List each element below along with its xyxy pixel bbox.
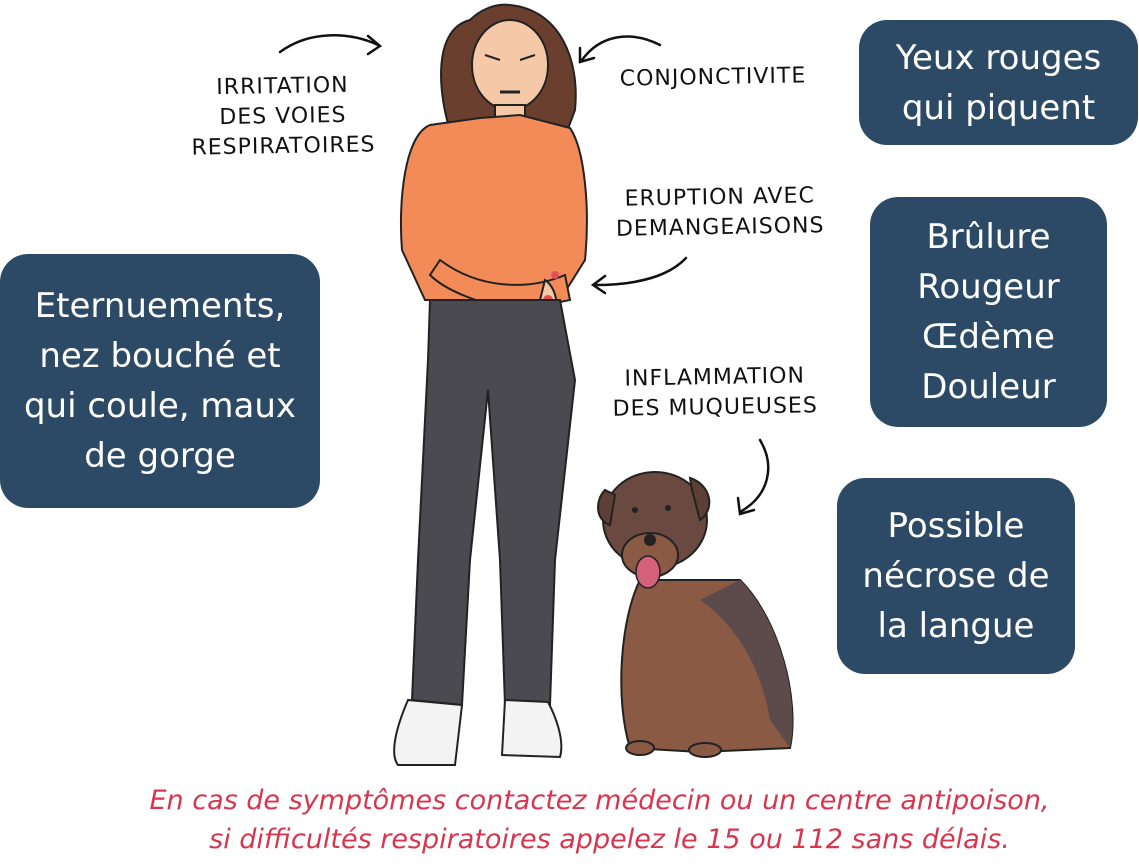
mucous-inflammation-label: INFLAMMATION DES MUQUEUSES: [612, 363, 819, 422]
nose-throat-symptom-box: Eternuements, nez bouché et qui coule, maux de gorge: [0, 254, 320, 508]
footer-warning-line-1: En cas de symptômes contactez médecin ou un centre antipoison,: [149, 785, 1050, 816]
arrow-icon: [580, 37, 660, 62]
arrow-icon: [280, 35, 380, 54]
arrow-icon: [738, 440, 768, 514]
eruption-label: ERUPTION AVEC DEMANGEAISONS: [615, 183, 825, 242]
woman-illustration: [394, 5, 587, 765]
tongue-symptom-box: Possible nécrose de la langue: [837, 478, 1075, 674]
respiratory-irritation-label: IRRITATION DES VOIES RESPIRATOIRES: [191, 72, 376, 161]
skin-symptom-box: Brûlure Rougeur Œdème Douleur: [870, 197, 1107, 427]
conjunctivitis-label: CONJONCTIVITE: [619, 63, 807, 92]
arrow-icon: [593, 258, 686, 293]
dog-illustration: [598, 472, 793, 757]
footer-warning-line-2: si difficultés respiratoires appelez le 15 ou 112 sans délais.: [209, 824, 1010, 855]
eyes-symptom-box: Yeux rouges qui piquent: [859, 20, 1138, 145]
